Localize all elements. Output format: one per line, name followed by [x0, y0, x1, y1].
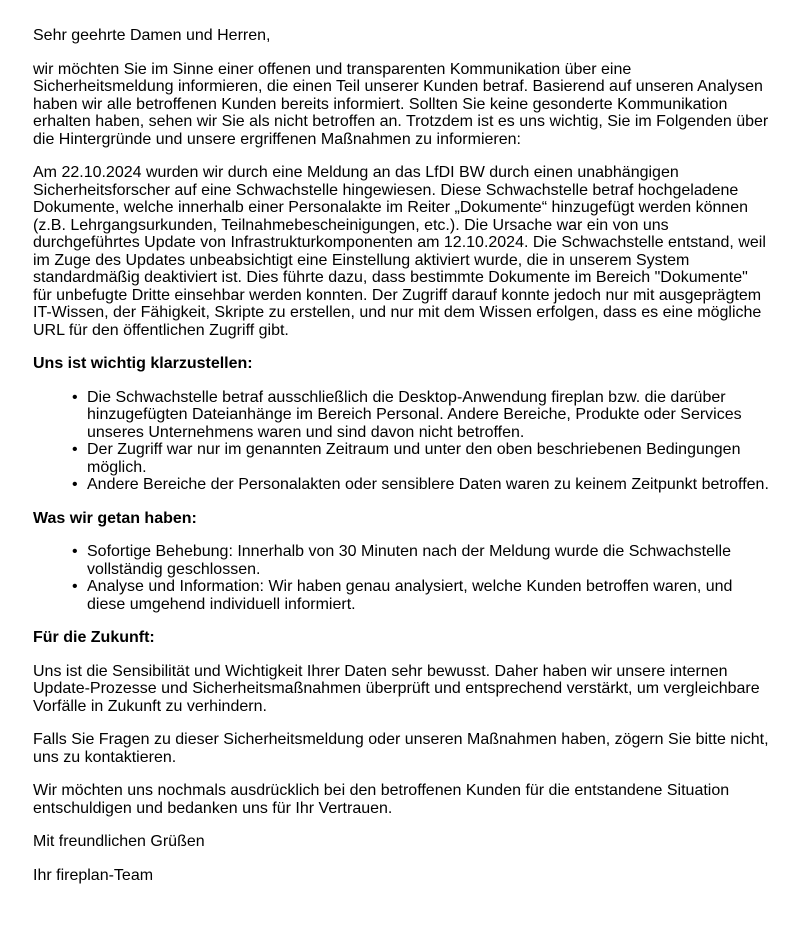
bullet-icon: • [72, 388, 78, 406]
intro-paragraph: wir möchten Sie im Sinne einer offenen und transparenten Kommunikation über eine Sicherheitsmeldung informieren, die einen Teil unserer Kunden betraf. Basierend auf unseren Analysen haben wir alle betroffenen Kunden bereits informiert. Sollten Sie keine gesonderte Kommunikation erhalten haben, sehen wir Sie als nicht betroffen an. Trotzdem ist es uns wichtig, Sie im Folgenden über die Hintergründe und unsere ergriffenen Maßnahmen zu informieren: [33, 60, 769, 148]
questions-paragraph: Falls Sie Fragen zu dieser Sicherheitsmeldung oder unseren Maßnahmen haben, zögern Sie bitte nicht, uns zu kontaktieren. [33, 731, 769, 766]
actions-heading: Was wir getan haben: [33, 509, 197, 527]
clarify-heading: Uns ist wichtig klarzustellen: [33, 355, 253, 372]
future-heading: Für die Zukunft: [33, 629, 155, 646]
actions-list [33, 543, 769, 613]
list-item [72, 388, 769, 442]
list-item [72, 476, 769, 494]
salutation: Sehr geehrte Damen und Herren, [33, 27, 271, 44]
future-paragraph: Uns ist die Sensibilität und Wichtigkeit Ihrer Daten sehr bewusst. Daher haben wir unsere internen Update-Prozesse und Sicherheitsmaßnahmen überprüft und entsprechend verstärkt, um vergleichbare Vorfälle in Zukunft zu verhindern. [33, 662, 760, 715]
clarify-list [33, 389, 769, 494]
bullet-icon: • [72, 543, 78, 560]
apology-paragraph: Wir möchten uns nochmals ausdrücklich bei den betroffenen Kunden für die entstandene Situation entschuldigen und bedanken uns für Ihr Vertrauen. [33, 782, 730, 817]
bullet-icon: • [72, 441, 78, 458]
list-item-text: Andere Bereiche der Personalakten oder sensiblere Daten waren zu keinem Zeitpunkt betroffen. [87, 476, 769, 493]
incident-paragraph: Am 22.10.2024 wurden wir durch eine Meldung an das LfDI BW durch einen unabhängigen Sicherheitsforscher auf eine Schwachstelle hingewiesen. Diese Schwachstelle betraf hochgeladene Dokumente, welche innerhalb einer Personalakte im Reiter „Dokumente“ hinzugefügt werden können (z.B. Lehrgangsurkunden, Teilnahmebescheinigungen, etc.). Die Ursache war ein von uns durchgeführtes Update von Infrastrukturkomponenten am 12.10.2024. Die Schwachstelle entstand, weil im Zuge des Updates unbeabsichtigt eine Einstellung aktiviert wurde, die in unserem System standardmäßig deaktiviert ist. Dies führte dazu, dass bestimmte Dokumente im Bereich "Dokumente" für unbefugte Dritte einsehbar werden konnten. Der Zugriff darauf konnte jedoch nur mit ausgeprägtem IT-Wissen, der Fähigkeit, Skripte zu erstellen, und nur mit dem Wissen erfolgen, dass es eine mögliche URL für den öffentlichen Zugriff gibt. [33, 164, 766, 339]
list-item-text: Analyse und Information: Wir haben genau analysiert, welche Kunden betroffen waren, und diese umgehend individuell informiert. [87, 578, 733, 613]
list-item-text: Der Zugriff war nur im genannten Zeitraum und unter den oben beschriebenen Bedingungen möglich. [87, 441, 741, 476]
list-item [72, 441, 769, 476]
list-item [72, 543, 769, 578]
bullet-icon: • [72, 578, 78, 595]
bullet-icon: • [72, 476, 78, 493]
list-item-text: Die Schwachstelle betraf ausschließlich die Desktop-Anwendung fireplan bzw. die darüber hinzugefügten Dateianhänge im Bereich Personal. Andere Bereiche, Produkte oder Services unseres Unternehmens waren und sind davon nicht betroffen. [87, 388, 742, 441]
list-item-text: Sofortige Behebung: Innerhalb von 30 Minuten nach der Meldung wurde die Schwachstelle vollständig geschlossen. [87, 543, 731, 578]
signature: Ihr fireplan-Team [33, 866, 154, 884]
closing: Mit freundlichen Grüßen [33, 833, 205, 850]
list-item [72, 578, 769, 613]
